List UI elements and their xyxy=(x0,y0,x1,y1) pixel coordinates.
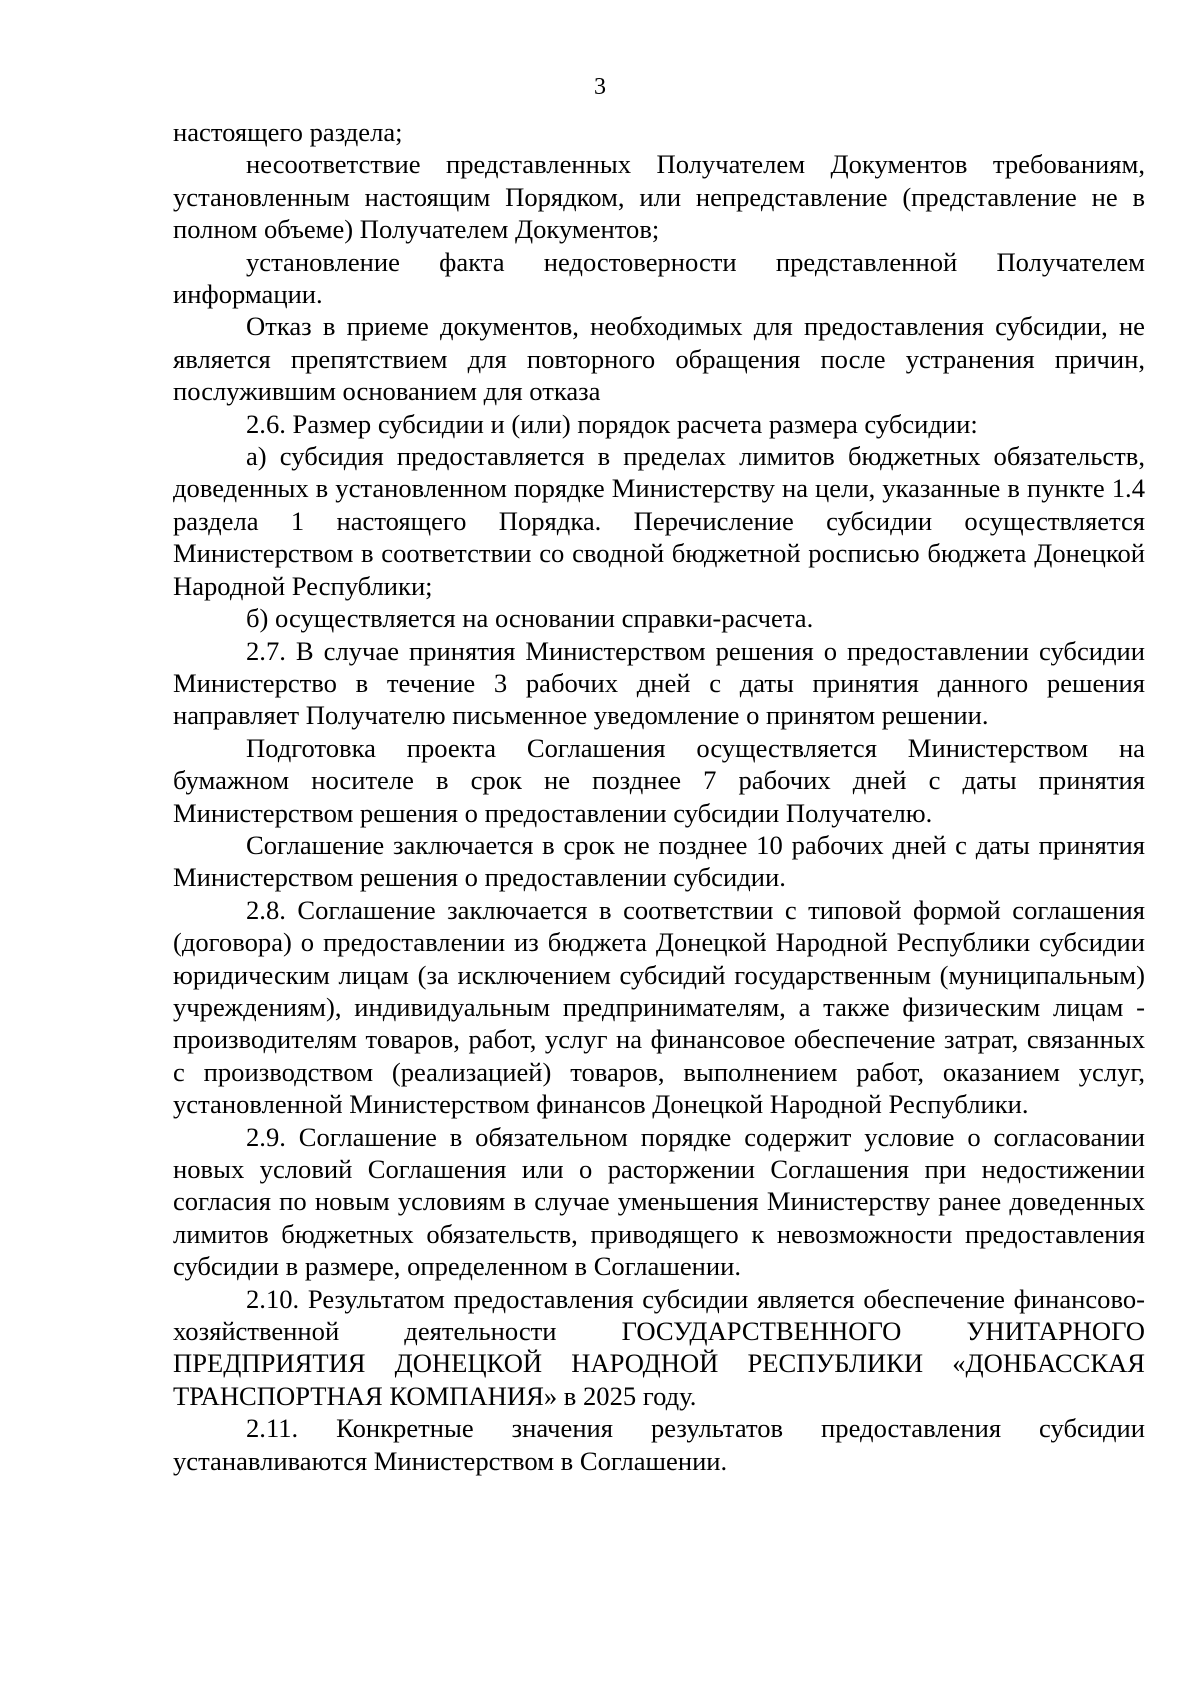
paragraph-2-10: 2.10. Результатом предоставления субсидии является обеспечение финансово-хозяйственной деятельности ГОСУДАРСТВЕННОГО УНИТАРНОГО ПРЕДПРИЯТИЯ ДОНЕЦКОЙ НАРОДНОЙ РЕСПУБЛИКИ «ДОНБАССКАЯ ТРАНСПОРТНАЯ КОМПАНИЯ» в 2025 году. xyxy=(173,1283,1145,1411)
paragraph-refusal-not-obstacle: Отказ в приеме документов, необходимых для предоставления субсидии, не является препятствием для повторного обращения после устранения причин, послужившим основанием для отказа xyxy=(173,311,1145,407)
paragraph-false-information: установление факта недостоверности представленной Получателем информации. xyxy=(173,246,1145,310)
paragraph-2-6-b: б) осуществляется на основании справки-расчета. xyxy=(246,603,814,634)
paragraph-agreement-conclusion: Соглашение заключается в срок не позднее 10 рабочих дней с даты принятия Министерством решения о предоставлении субсидии. xyxy=(173,829,1145,893)
paragraph-2-8: 2.8. Соглашение заключается в соответствии с типовой формой соглашения (договора) о предоставлении из бюджета Донецкой Народной Республики субсидии юридическим лицам (за исключением субсидий государственным (муниципальным) учреждениям), индивидуальным предпринимателям, а также физическим лицам - производителям товаров, работ, услуг на финансовое обеспечение затрат, связанных с производством (реализацией) товаров, выполнением работ, оказанием услуг, установленной Министерством финансов Донецкой Народной Республики. xyxy=(173,894,1145,1120)
page-number: 3 xyxy=(594,74,606,100)
paragraph-2-6: 2.6. Размер субсидии и (или) порядок расчета размера субсидии: xyxy=(246,408,978,439)
paragraph-2-6-a: а) субсидия предоставляется в пределах лимитов бюджетных обязательств, доведенных в установленном порядке Министерству на цели, указанные в пункте 1.4 раздела 1 настоящего Порядка. Перечисление субсидии осуществляется Министерством в соответствии со сводной бюджетной росписью бюджета Донецкой Народной Республики; xyxy=(173,441,1145,601)
document-body xyxy=(173,116,1145,1477)
paragraph-agreement-preparation: Подготовка проекта Соглашения осуществляется Министерством на бумажном носителе в срок не позднее 7 рабочих дней с даты принятия Министерством решения о предоставлении субсидии Получателю. xyxy=(173,732,1145,828)
paragraph-2-7: 2.7. В случае принятия Министерством решения о предоставлении субсидии Министерство в течение 3 рабочих дней с даты принятия данного решения направляет Получателю письменное уведомление о принятом решении. xyxy=(173,635,1145,731)
paragraph-noncompliance-documents: несоответствие представленных Получателем Документов требованиям, установленным настоящим Порядком, или непредставление (представление не в полном объеме) Получателем Документов; xyxy=(173,149,1145,245)
paragraph-2-9: 2.9. Соглашение в обязательном порядке содержит условие о согласовании новых условий Соглашения или о расторжении Соглашения при недостижении согласия по новым условиям в случае уменьшения Министерству ранее доведенных лимитов бюджетных обязательств, приводящего к невозможности предоставления субсидии в размере, определенном в Соглашении. xyxy=(173,1121,1145,1282)
paragraph-2-11: 2.11. Конкретные значения результатов предоставления субсидии устанавливаются Министерством в Соглашении. xyxy=(173,1413,1145,1476)
paragraph-continuation: настоящего раздела; xyxy=(173,117,403,147)
